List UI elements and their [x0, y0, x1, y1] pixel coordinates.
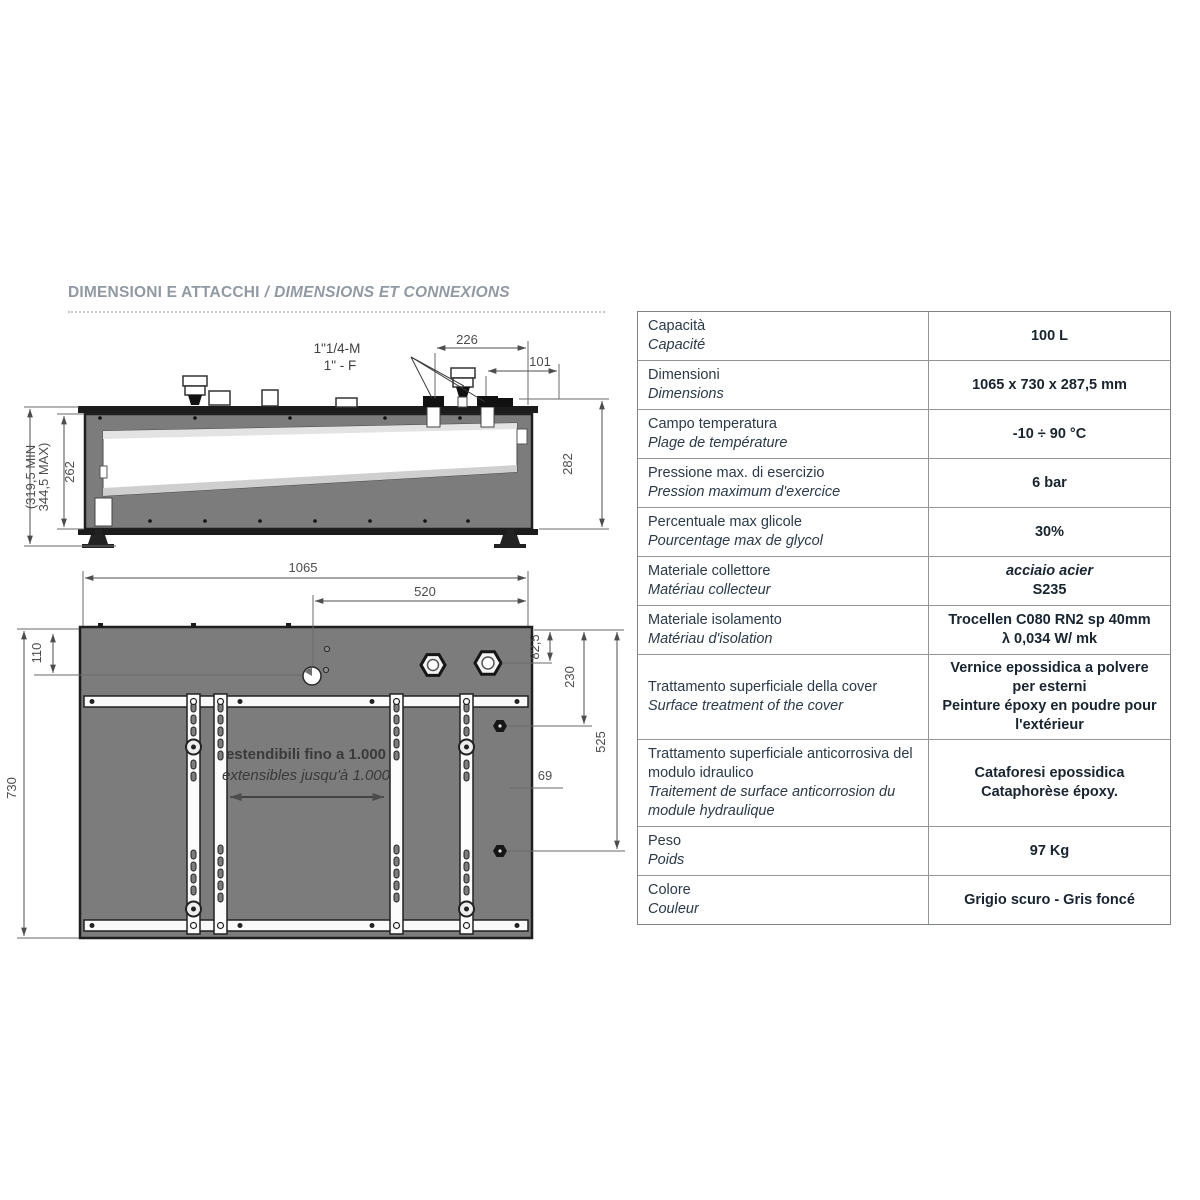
valve-fitting-left — [183, 376, 207, 405]
row-value: 30% — [1034, 523, 1065, 540]
table-row-dimensions — [638, 361, 1170, 410]
row-label-fr: Matériau d'isolation — [648, 631, 773, 647]
row-label-fr: Traitement de surface anticorrosion du module hydraulique — [648, 784, 896, 819]
dim-height-min: (319,5 MIN — [23, 444, 38, 510]
small-hole-2 — [323, 667, 328, 672]
dim-110: 110 — [29, 642, 44, 664]
table-row-weight — [638, 827, 1170, 876]
row-label-it: Trattamento superficiale anticorrosiva del modulo idraulico — [648, 746, 913, 781]
row-value-line1: Vernice epossidica a polvere per esterni — [950, 660, 1149, 695]
thread-size-label-2: 1" - F — [323, 358, 357, 373]
row-value-line2: S235 — [1032, 582, 1067, 598]
row-value: Grigio scuro - Gris foncé — [964, 891, 1135, 908]
row-value-line2: Cataphorèse époxy. — [981, 784, 1118, 800]
row-value: -10 ÷ 90 °C — [1012, 425, 1087, 442]
spec-table — [637, 311, 1171, 925]
dim-82-5: 82,5 — [527, 634, 542, 660]
dim-730: 730 — [4, 777, 19, 799]
fitting-mid — [262, 390, 278, 406]
row-label-fr: Pourcentage max de glycol — [648, 533, 823, 549]
table-row-temperature-range — [638, 410, 1170, 459]
dim-520: 520 — [414, 584, 436, 599]
hex-connector-1 — [421, 655, 445, 676]
row-label-it: Campo temperatura — [648, 416, 777, 432]
table-row-cover-surface-treatment — [638, 655, 1170, 740]
extensible-note-fr: extensibles jusqu'à 1.000 — [222, 767, 390, 784]
section-title-it: DIMENSIONI E ATTACCHI — [68, 284, 260, 301]
dim-282: 282 — [560, 453, 575, 475]
row-value-line1: Cataforesi epossidica — [974, 765, 1125, 781]
row-value: 100 L — [1030, 327, 1069, 344]
section-title-fr: DIMENSIONS ET CONNEXIONS — [274, 284, 510, 301]
section-title-separator: / — [264, 284, 270, 301]
row-label-fr: Pression maximum d'exercice — [648, 484, 841, 500]
small-hole-1 — [324, 646, 329, 651]
row-label-fr: Dimensions — [648, 386, 724, 402]
row-label-fr: Plage de température — [648, 435, 788, 451]
dim-230: 230 — [562, 666, 577, 688]
row-value: 1065 x 730 x 287,5 mm — [972, 376, 1127, 393]
table-row-capacity — [638, 312, 1170, 361]
row-label-fr: Poids — [648, 852, 685, 868]
row-value-line2: λ 0,034 W/ mk — [1001, 631, 1098, 647]
row-value: 97 Kg — [1029, 842, 1070, 859]
row-label-it: Pressione max. di esercizio — [648, 465, 825, 481]
thread-size-label-1: 1"1/4-M — [313, 341, 361, 356]
row-value-line2: Peinture époxy en poudre pour l'extérieur — [942, 698, 1157, 733]
hex-connector-2 — [475, 652, 501, 675]
row-value-line1: acciaio acier — [1005, 563, 1094, 579]
row-value: 6 bar — [1032, 474, 1067, 491]
table-row-insulation-material — [638, 606, 1170, 655]
row-label-it: Percentuale max glicole — [648, 514, 802, 530]
row-label-it: Colore — [648, 882, 691, 898]
table-row-color — [638, 876, 1170, 924]
table-row-anticorrosion-treatment — [638, 740, 1170, 827]
dim-1065: 1065 — [288, 560, 318, 575]
fitting-box-mid — [336, 398, 357, 407]
row-label-it: Materiale collettore — [648, 563, 771, 579]
dim-height-max: 344,5 MAX) — [36, 442, 51, 512]
row-label-fr: Couleur — [648, 901, 699, 917]
dim-226: 226 — [456, 332, 478, 347]
technical-drawings — [0, 330, 650, 980]
table-row-max-pressure — [638, 459, 1170, 508]
row-label-it: Trattamento superficiale della cover — [648, 679, 878, 695]
fitting-box-left — [209, 391, 230, 405]
dim-262: 262 — [62, 461, 77, 483]
row-label-it: Peso — [648, 833, 682, 849]
row-label-fr: Capacité — [648, 337, 706, 353]
side-view-drawing — [23, 332, 609, 548]
section-title — [68, 284, 605, 313]
row-label-it: Materiale isolamento — [648, 612, 782, 628]
dim-525: 525 — [593, 731, 608, 753]
extensible-note-it: estendibili fino a 1.000 — [225, 746, 387, 763]
row-value-line1: Trocellen C080 RN2 sp 40mm — [948, 612, 1151, 628]
dim-101: 101 — [529, 354, 551, 369]
plan-view-drawing — [4, 560, 625, 938]
table-row-collector-material — [638, 557, 1170, 606]
row-label-fr: Surface treatment of the cover — [648, 698, 844, 714]
dimension-drawing-svg — [0, 330, 650, 980]
row-label-it: Capacità — [648, 318, 706, 334]
row-label-fr: Matériau collecteur — [648, 582, 771, 598]
table-row-max-glycol — [638, 508, 1170, 557]
valve-fitting-right — [451, 368, 475, 397]
dim-69: 69 — [537, 768, 553, 783]
row-label-it: Dimensioni — [648, 367, 720, 383]
